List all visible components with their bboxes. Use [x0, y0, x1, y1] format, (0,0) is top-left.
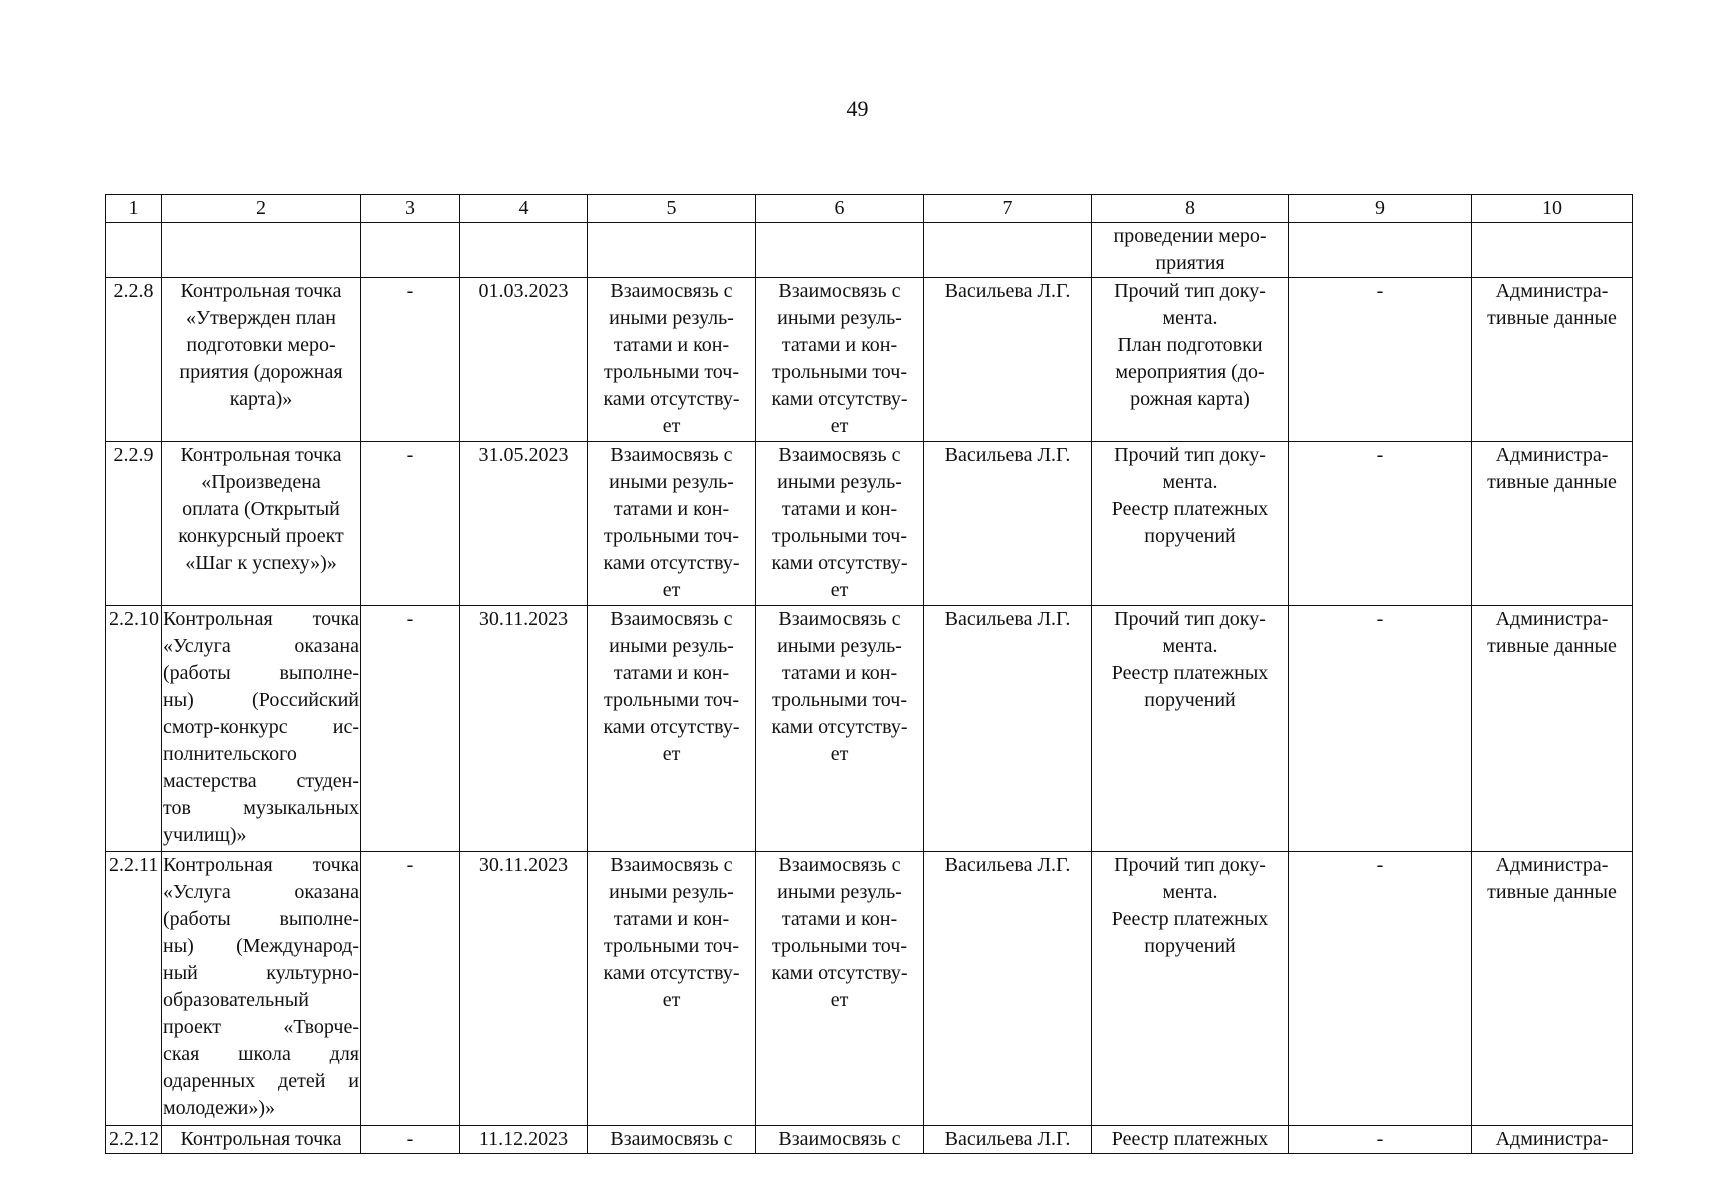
cell-relation-points — [756, 223, 924, 278]
cell-document — [1092, 1126, 1289, 1154]
text-line: татами и кон- — [781, 908, 898, 930]
cell-relation-points — [756, 278, 924, 442]
text-line: поручений — [1144, 935, 1236, 957]
text-line: иными резуль- — [609, 471, 734, 493]
cell-number — [106, 1126, 162, 1154]
cell-name — [162, 278, 361, 442]
cell-document — [1092, 852, 1289, 1126]
text-line: трольными точ- — [604, 525, 739, 547]
cell-col9 — [1289, 223, 1472, 278]
cell-responsible — [924, 442, 1092, 606]
text-line: ет — [830, 579, 849, 601]
text-line: ны) (Международ- — [163, 935, 359, 957]
column-header: 4 — [460, 195, 588, 223]
column-header: 7 — [924, 195, 1092, 223]
date-text: 31.05.2023 — [478, 444, 569, 466]
column-header: 10 — [1472, 195, 1633, 223]
table-row — [106, 852, 1633, 1126]
text-line: Прочий тип доку- — [1114, 608, 1266, 630]
cell-col9 — [1289, 1126, 1472, 1154]
cell-responsible — [924, 606, 1092, 852]
text-line: ками отсутству- — [603, 388, 740, 410]
dash: - — [1376, 444, 1384, 466]
control-points-table — [105, 194, 1633, 1154]
dash: - — [1376, 854, 1384, 876]
text-line: конкурсный проект — [178, 525, 344, 547]
text-line: Взаимосвязь с — [610, 854, 733, 876]
cell-number — [106, 278, 162, 442]
text-line: иными резуль- — [609, 881, 734, 903]
column-header: 1 — [106, 195, 162, 223]
column-header: 9 — [1289, 195, 1472, 223]
responsible-name: Васильева Л.Г. — [944, 444, 1071, 466]
cell-responsible — [924, 852, 1092, 1126]
table-row — [106, 606, 1633, 852]
dash: - — [406, 444, 414, 466]
text-line: Реестр платежных — [1111, 908, 1269, 930]
responsible-name: Васильева Л.Г. — [944, 608, 1071, 630]
text-line: проект «Творче- — [163, 1016, 359, 1038]
text-line: ками отсутству- — [603, 962, 740, 984]
text-line: Контрольная точка — [163, 854, 359, 876]
text-line: Взаимосвязь с — [778, 608, 901, 630]
text-line: ками отсутству- — [603, 552, 740, 574]
text-line: иными резуль- — [777, 881, 902, 903]
cell-relation-results — [588, 278, 756, 442]
cell-col3 — [361, 442, 460, 606]
row-number: 2.2.10 — [109, 608, 159, 630]
responsible-name: Васильева Л.Г. — [944, 1128, 1071, 1150]
text-line: молодежи»)» — [163, 1097, 276, 1119]
text-line: тов музыкальных — [163, 797, 359, 819]
text-line: тивные данные — [1487, 471, 1617, 493]
text-line: Контрольная точка — [180, 1128, 342, 1150]
cell-date — [460, 606, 588, 852]
cell-date — [460, 1126, 588, 1154]
cell-col9 — [1289, 852, 1472, 1126]
text-line: мента. — [1162, 307, 1218, 329]
cell-number — [106, 606, 162, 852]
text-line: Реестр платежных — [1111, 1128, 1269, 1150]
cell-source — [1472, 223, 1633, 278]
text-line: ет — [830, 415, 849, 437]
cell-col9 — [1289, 606, 1472, 852]
text-line: ет — [830, 743, 849, 765]
text-line: карта)» — [229, 388, 293, 410]
text-line: (работы выполне- — [163, 662, 359, 684]
text-line: иными резуль- — [609, 307, 734, 329]
text-line: Взаимосвязь с — [610, 608, 733, 630]
text-line: татами и кон- — [613, 908, 730, 930]
text-line: Взаимосвязь с — [778, 444, 901, 466]
text-line: трольными точ- — [772, 689, 907, 711]
text-line: татами и кон- — [613, 662, 730, 684]
dash: - — [406, 608, 414, 630]
text-line: Взаимосвязь с — [610, 1128, 733, 1150]
cell-relation-points — [756, 606, 924, 852]
text-line: ками отсутству- — [771, 552, 908, 574]
column-header: 8 — [1092, 195, 1289, 223]
text-line: иными резуль- — [777, 471, 902, 493]
dash: - — [406, 854, 414, 876]
cell-name — [162, 606, 361, 852]
cell-relation-points — [756, 1126, 924, 1154]
text-line: поручений — [1144, 689, 1236, 711]
text-line: трольными точ- — [604, 689, 739, 711]
cell-number — [106, 852, 162, 1126]
text-line: ет — [830, 989, 849, 1011]
cell-date — [460, 278, 588, 442]
text-line: Взаимосвязь с — [778, 1128, 901, 1150]
text-line: Администра- — [1495, 444, 1609, 466]
text-line: ны) (Российский — [163, 689, 359, 711]
text-line: татами и кон- — [613, 334, 730, 356]
text-line: приятия (дорожная — [179, 361, 343, 383]
text-line: трольными точ- — [604, 361, 739, 383]
text-line: проведении меро- — [1113, 225, 1267, 247]
date-text: 30.11.2023 — [478, 854, 569, 876]
header-row — [106, 195, 1633, 223]
text-line: татами и кон- — [781, 662, 898, 684]
cell-date — [460, 223, 588, 278]
text-line: Прочий тип доку- — [1114, 280, 1266, 302]
cell-source — [1472, 278, 1633, 442]
text-line: поручений — [1144, 525, 1236, 547]
text-line: мастерства студен- — [163, 770, 359, 792]
row-number: 2.2.12 — [109, 1128, 159, 1150]
text-line: трольными точ- — [604, 935, 739, 957]
cell-name — [162, 1126, 361, 1154]
text-line: ет — [662, 989, 681, 1011]
cell-relation-results — [588, 442, 756, 606]
dash: - — [1376, 1128, 1384, 1150]
text-line: ет — [662, 743, 681, 765]
cell-date — [460, 852, 588, 1126]
text-line: «Услуга оказана — [163, 881, 359, 903]
text-line: училищ)» — [163, 824, 247, 846]
text-line: рожная карта) — [1130, 388, 1250, 410]
text-line: иными резуль- — [777, 307, 902, 329]
text-line: «Утвержден план — [186, 307, 336, 329]
cell-date — [460, 442, 588, 606]
text-line: приятия — [1155, 252, 1225, 274]
cell-document — [1092, 223, 1289, 278]
cell-col3 — [361, 1126, 460, 1154]
column-header: 2 — [162, 195, 361, 223]
cell-col3 — [361, 223, 460, 278]
text-line: ками отсутству- — [771, 716, 908, 738]
text-line: полнительского — [163, 743, 297, 765]
table-row — [106, 442, 1633, 606]
cell-responsible — [924, 278, 1092, 442]
text-line: Администра- — [1495, 1128, 1609, 1150]
text-line: одаренных детей и — [163, 1070, 359, 1092]
text-line: Взаимосвязь с — [778, 280, 901, 302]
text-line: Контрольная точка — [180, 444, 342, 466]
text-line: иными резуль- — [609, 635, 734, 657]
text-line: ет — [662, 579, 681, 601]
cell-col9 — [1289, 442, 1472, 606]
responsible-name: Васильева Л.Г. — [944, 280, 1071, 302]
text-line: Прочий тип доку- — [1114, 444, 1266, 466]
dash: - — [406, 1128, 414, 1150]
column-header: 3 — [361, 195, 460, 223]
text-line: «Шаг к успеху»)» — [185, 552, 337, 574]
dash: - — [1376, 608, 1384, 630]
text-line: оплата (Открытый — [182, 498, 340, 520]
cell-relation-points — [756, 852, 924, 1126]
cell-document — [1092, 606, 1289, 852]
text-line: татами и кон- — [781, 334, 898, 356]
cell-col9 — [1289, 278, 1472, 442]
text-line: Взаимосвязь с — [610, 280, 733, 302]
column-header: 6 — [756, 195, 924, 223]
text-line: Прочий тип доку- — [1114, 854, 1266, 876]
text-line: Администра- — [1495, 280, 1609, 302]
cell-document — [1092, 442, 1289, 606]
text-line: «Услуга оказана — [163, 635, 359, 657]
text-line: Реестр платежных — [1111, 662, 1269, 684]
table-row — [106, 278, 1633, 442]
cell-name — [162, 223, 361, 278]
cell-source — [1472, 606, 1633, 852]
text-line: ками отсутству- — [603, 716, 740, 738]
table-row — [106, 223, 1633, 278]
cell-col3 — [361, 852, 460, 1126]
text-line: трольными точ- — [772, 935, 907, 957]
responsible-name: Васильева Л.Г. — [944, 854, 1071, 876]
row-number: 2.2.9 — [113, 444, 154, 466]
text-line: Реестр платежных — [1111, 498, 1269, 520]
text-line: смотр-конкурс ис- — [163, 716, 359, 738]
text-line: мента. — [1162, 881, 1218, 903]
text-line: Взаимосвязь с — [778, 854, 901, 876]
text-line: Контрольная точка — [163, 608, 359, 630]
text-line: мента. — [1162, 635, 1218, 657]
text-line: План подготовки — [1117, 334, 1263, 356]
cell-col3 — [361, 278, 460, 442]
text-line: «Произведена — [201, 471, 321, 493]
text-line: трольными точ- — [772, 361, 907, 383]
cell-relation-results — [588, 223, 756, 278]
row-number: 2.2.8 — [113, 280, 154, 302]
date-text: 30.11.2023 — [478, 608, 569, 630]
page-number: 49 — [846, 96, 869, 121]
cell-responsible — [924, 223, 1092, 278]
cell-number — [106, 442, 162, 606]
cell-relation-results — [588, 1126, 756, 1154]
cell-name — [162, 852, 361, 1126]
cell-responsible — [924, 1126, 1092, 1154]
text-line: ская школа для — [163, 1043, 359, 1065]
text-line: татами и кон- — [781, 498, 898, 520]
row-number: 2.2.11 — [109, 854, 159, 876]
text-line: Контрольная точка — [180, 280, 342, 302]
text-line: тивные данные — [1487, 881, 1617, 903]
text-line: татами и кон- — [613, 498, 730, 520]
text-line: (работы выполне- — [163, 908, 359, 930]
cell-number — [106, 223, 162, 278]
text-line: Администра- — [1495, 608, 1609, 630]
cell-relation-points — [756, 442, 924, 606]
text-line: ками отсутству- — [771, 962, 908, 984]
text-line: подготовки меро- — [186, 334, 336, 356]
dash: - — [1376, 280, 1384, 302]
cell-relation-results — [588, 606, 756, 852]
dash: - — [406, 280, 414, 302]
text-line: мероприятия (до- — [1115, 361, 1265, 383]
text-line: иными резуль- — [777, 635, 902, 657]
cell-source — [1472, 1126, 1633, 1154]
cell-source — [1472, 852, 1633, 1126]
text-line: Взаимосвязь с — [610, 444, 733, 466]
cell-col3 — [361, 606, 460, 852]
date-text: 01.03.2023 — [478, 280, 569, 302]
text-line: Администра- — [1495, 854, 1609, 876]
cell-source — [1472, 442, 1633, 606]
text-line: тивные данные — [1487, 635, 1617, 657]
text-line: трольными точ- — [772, 525, 907, 547]
text-line: мента. — [1162, 471, 1218, 493]
text-line: тивные данные — [1487, 307, 1617, 329]
text-line: образовательный — [163, 989, 309, 1011]
table-row — [106, 1126, 1633, 1154]
text-line: ками отсутству- — [771, 388, 908, 410]
cell-document — [1092, 278, 1289, 442]
date-text: 11.12.2023 — [478, 1128, 569, 1150]
text-line: ет — [662, 415, 681, 437]
cell-name — [162, 442, 361, 606]
column-header: 5 — [588, 195, 756, 223]
cell-relation-results — [588, 852, 756, 1126]
text-line: ный культурно- — [163, 962, 359, 984]
